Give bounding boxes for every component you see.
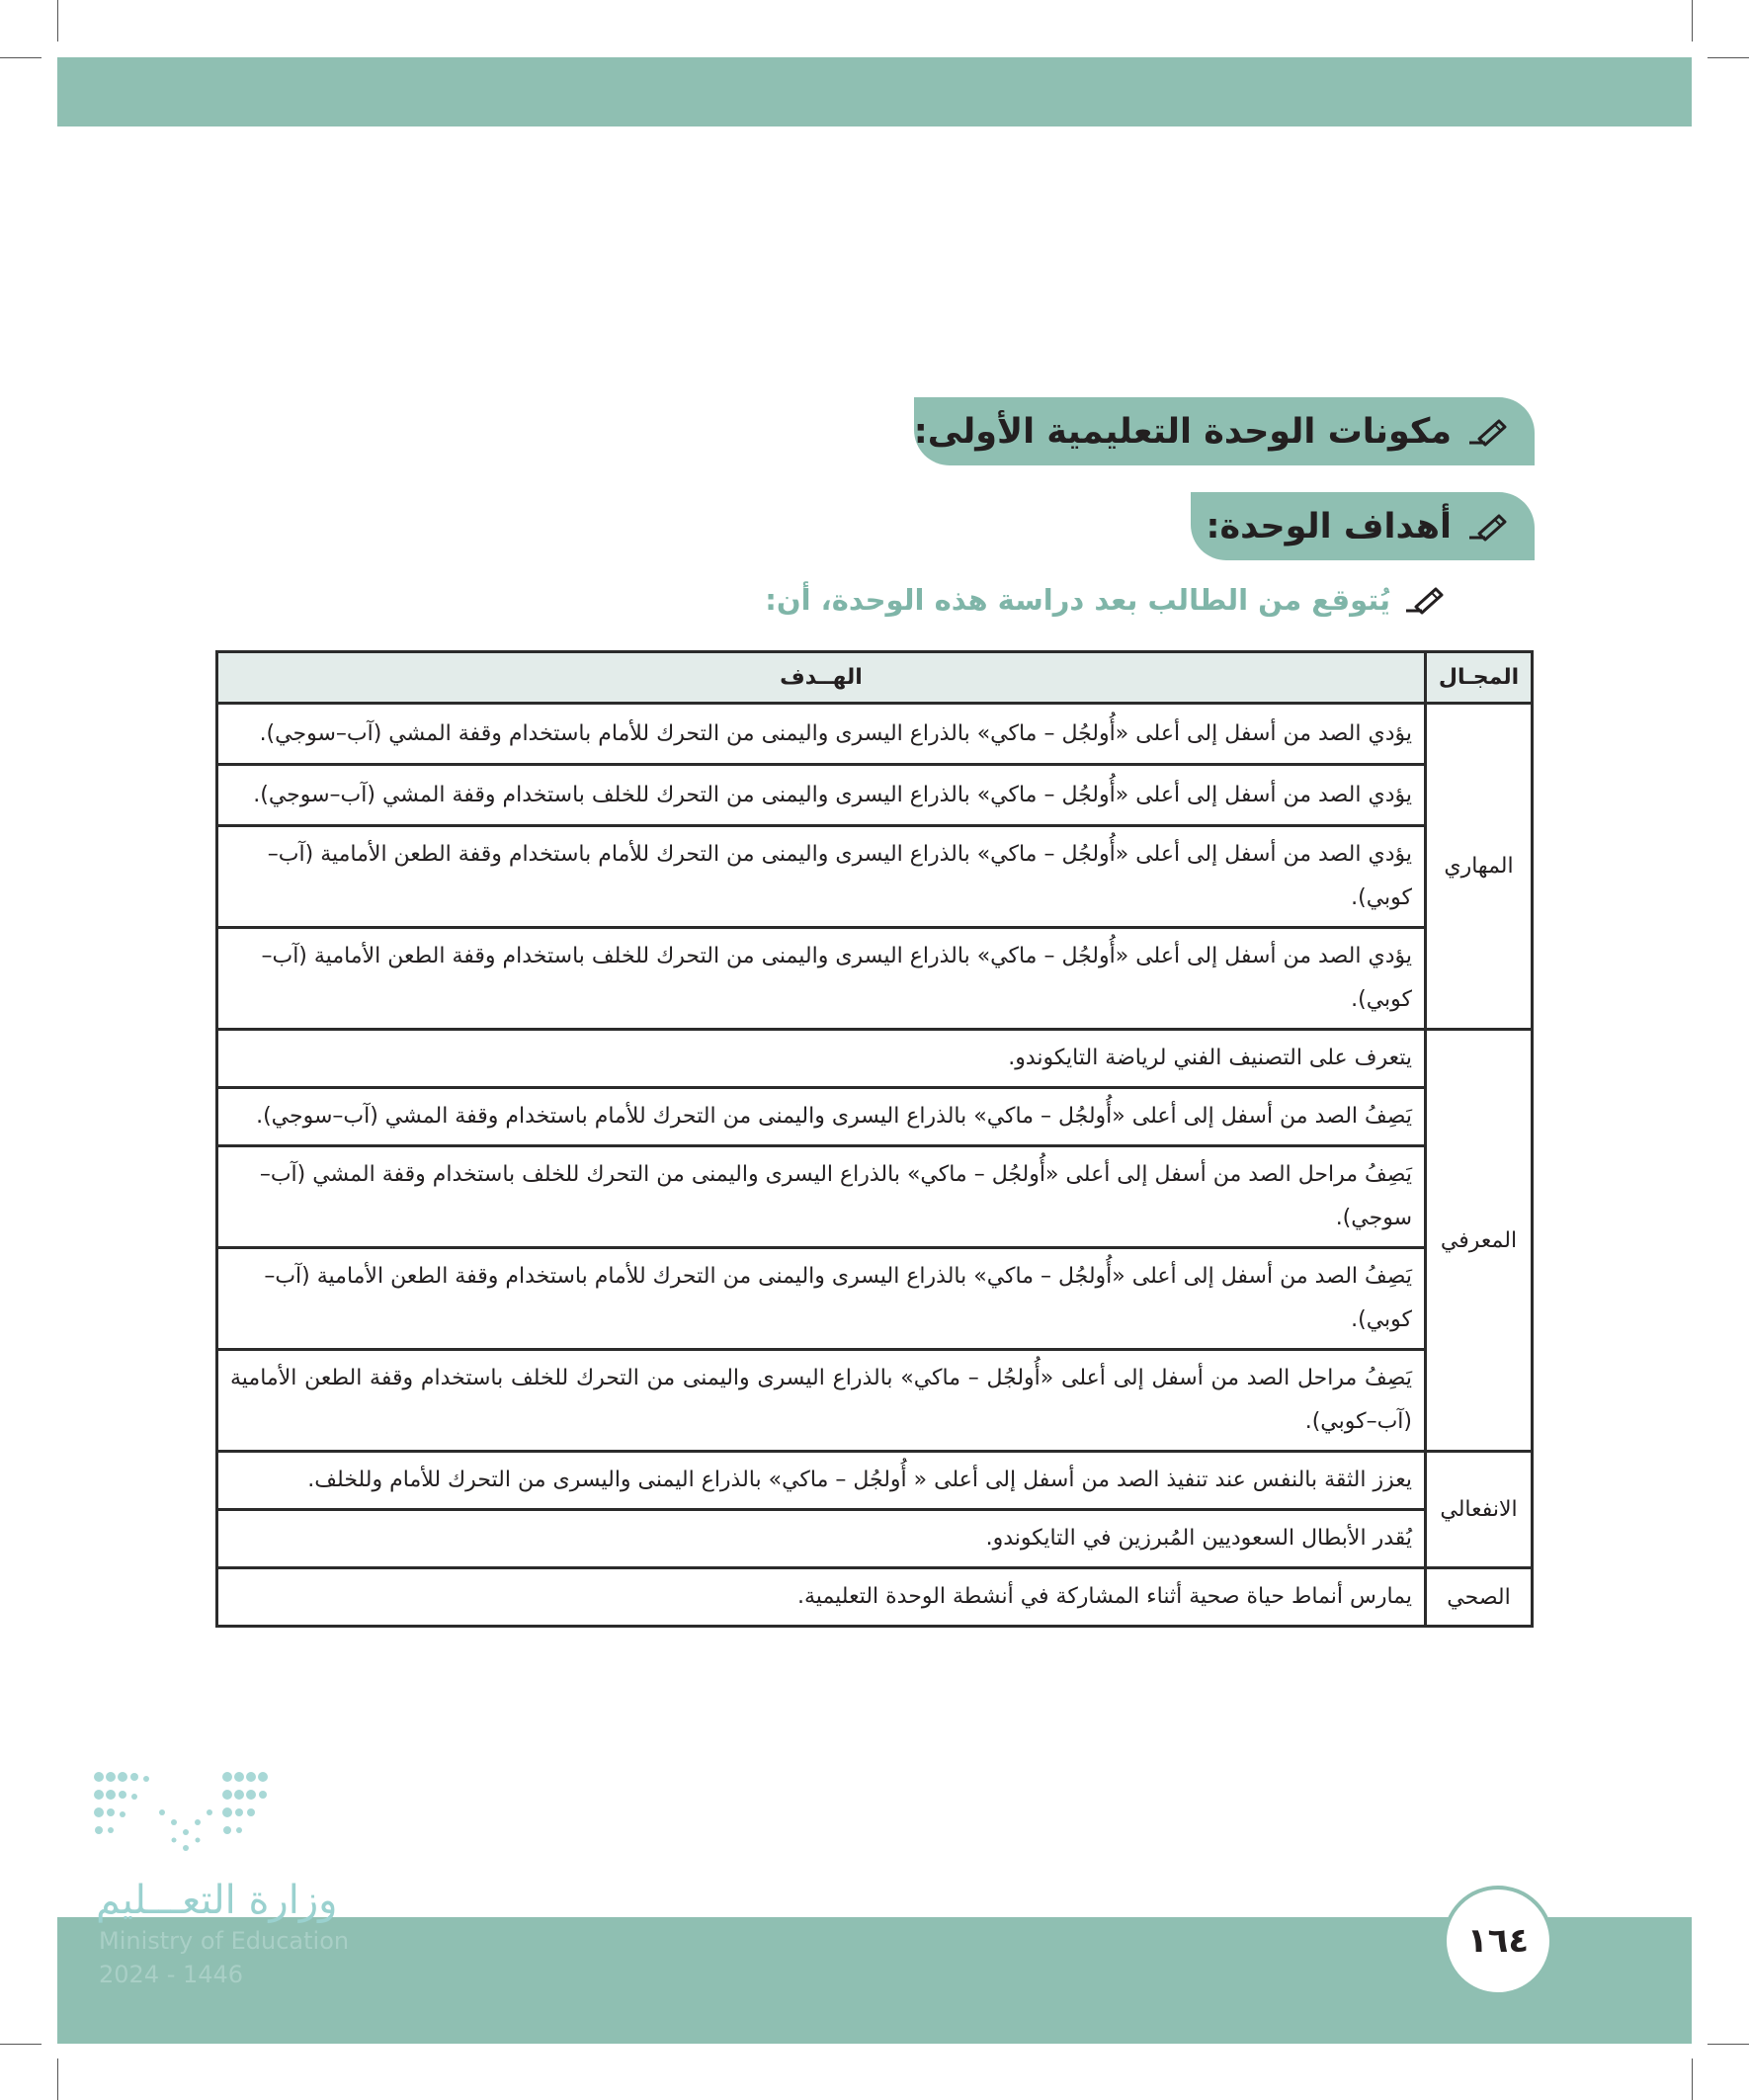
- table-row: [217, 1452, 1533, 1510]
- pen-writing-icon: [1465, 510, 1509, 544]
- domain-cell: المهاري: [1426, 704, 1533, 1030]
- crop-mark: [1707, 57, 1749, 58]
- domain-cell: المعرفي: [1426, 1030, 1533, 1452]
- table-row: [217, 1248, 1533, 1350]
- table-row: [217, 928, 1533, 1030]
- table-row: [217, 1146, 1533, 1248]
- unit-components-title: مكونات الوحدة التعليمية الأولى:: [913, 411, 1452, 452]
- table-row: [217, 704, 1533, 765]
- crop-mark: [1692, 2058, 1693, 2100]
- domain-cell: الانفعالي: [1426, 1452, 1533, 1568]
- page-number: ١٦٤: [1443, 1886, 1553, 1996]
- crop-mark: [57, 2058, 58, 2100]
- edition-year: 2024 - 1446: [99, 1961, 244, 1988]
- crop-mark: [1707, 2044, 1749, 2045]
- table-row: [217, 1350, 1533, 1452]
- goal-cell: يَصِفُ الصد من أسفل إلى أعلى «أُولجُل – ماكي» بالذراع اليسرى واليمنى من التحرك للأمام باستخدام وقفة المشي (آب–سوجي).: [217, 1088, 1426, 1146]
- table-row: [217, 1568, 1533, 1627]
- crop-mark: [0, 2044, 42, 2045]
- goal-cell: يَصِفُ الصد من أسفل إلى أعلى «أُولجُل – ماكي» بالذراع اليسرى واليمنى من التحرك للأمام باستخدام وقفة الطعن الأمامية (آب–كوبي).: [217, 1248, 1426, 1350]
- table-row: [217, 1510, 1533, 1568]
- domain-cell: الصحي: [1426, 1568, 1533, 1627]
- table-row: [217, 1030, 1533, 1088]
- crop-mark: [1692, 0, 1693, 42]
- crop-mark: [0, 57, 42, 58]
- table-row: [217, 1088, 1533, 1146]
- pen-writing-icon: [1402, 583, 1446, 617]
- table-header-row: [217, 652, 1533, 704]
- ministry-logo: [91, 1769, 377, 1988]
- unit-goals-title: أهداف الوحدة:: [1206, 506, 1452, 546]
- intro-text: يُتوقع من الطالب بعد دراسة هذه الوحدة، أن:: [765, 583, 1390, 617]
- header-goal: الهــدف: [217, 652, 1426, 704]
- ministry-name-ar: وزارة التعـــليم: [96, 1878, 338, 1923]
- ministry-dots-logo: [91, 1769, 348, 1868]
- goal-cell: يتعرف على التصنيف الفني لرياضة التايكوندو.: [217, 1030, 1426, 1088]
- intro-line: [765, 583, 1446, 617]
- crop-mark: [57, 0, 58, 42]
- unit-components-heading: [914, 397, 1535, 465]
- goal-cell: يؤدي الصد من أسفل إلى أعلى «أُولجُل – ماكي» بالذراع اليسرى واليمنى من التحرك للأمام باستخدام وقفة المشي (آب–سوجي).: [217, 704, 1426, 765]
- goal-cell: يؤدي الصد من أسفل إلى أعلى «أُولجُل – ماكي» بالذراع اليسرى واليمنى من التحرك للأمام باستخدام وقفة الطعن الأمامية (آب–كوبي).: [217, 826, 1426, 928]
- goal-cell: يعزز الثقة بالنفس عند تنفيذ الصد من أسفل إلى أعلى « أُولجُل – ماكي» بالذراع اليمنى واليسرى من التحرك للأمام وللخلف.: [217, 1452, 1426, 1510]
- goal-cell: يَصِفُ مراحل الصد من أسفل إلى أعلى «أُولجُل – ماكي» بالذراع اليسرى واليمنى من التحرك للخلف باستخدام وقفة الطعن الأمامية (آب–كوبي).: [217, 1350, 1426, 1452]
- goal-cell: يَصِفُ مراحل الصد من أسفل إلى أعلى «أُولجُل – ماكي» بالذراع اليسرى واليمنى من التحرك للخلف باستخدام وقفة المشي (آب–سوجي).: [217, 1146, 1426, 1248]
- unit-goals-heading: [1191, 492, 1535, 560]
- header-domain: المجـال: [1426, 652, 1533, 704]
- goal-cell: يؤدي الصد من أسفل إلى أعلى «أُولجُل – ماكي» بالذراع اليسرى واليمنى من التحرك للخلف باستخدام وقفة الطعن الأمامية (آب–كوبي).: [217, 928, 1426, 1030]
- top-header-band: [57, 57, 1692, 126]
- goal-cell: يُقدر الأبطال السعوديين المُبرزين في التايكوندو.: [217, 1510, 1426, 1568]
- pen-writing-icon: [1465, 415, 1509, 449]
- table-row: [217, 765, 1533, 826]
- unit-goals-table: [215, 650, 1534, 1628]
- goal-cell: يمارس أنماط حياة صحية أثناء المشاركة في أنشطة الوحدة التعليمية.: [217, 1568, 1426, 1627]
- ministry-name-en: Ministry of Education: [99, 1927, 350, 1955]
- goal-cell: يؤدي الصد من أسفل إلى أعلى «أُولجُل – ماكي» بالذراع اليسرى واليمنى من التحرك للخلف باستخدام وقفة المشي (آب–سوجي).: [217, 765, 1426, 826]
- table-row: [217, 826, 1533, 928]
